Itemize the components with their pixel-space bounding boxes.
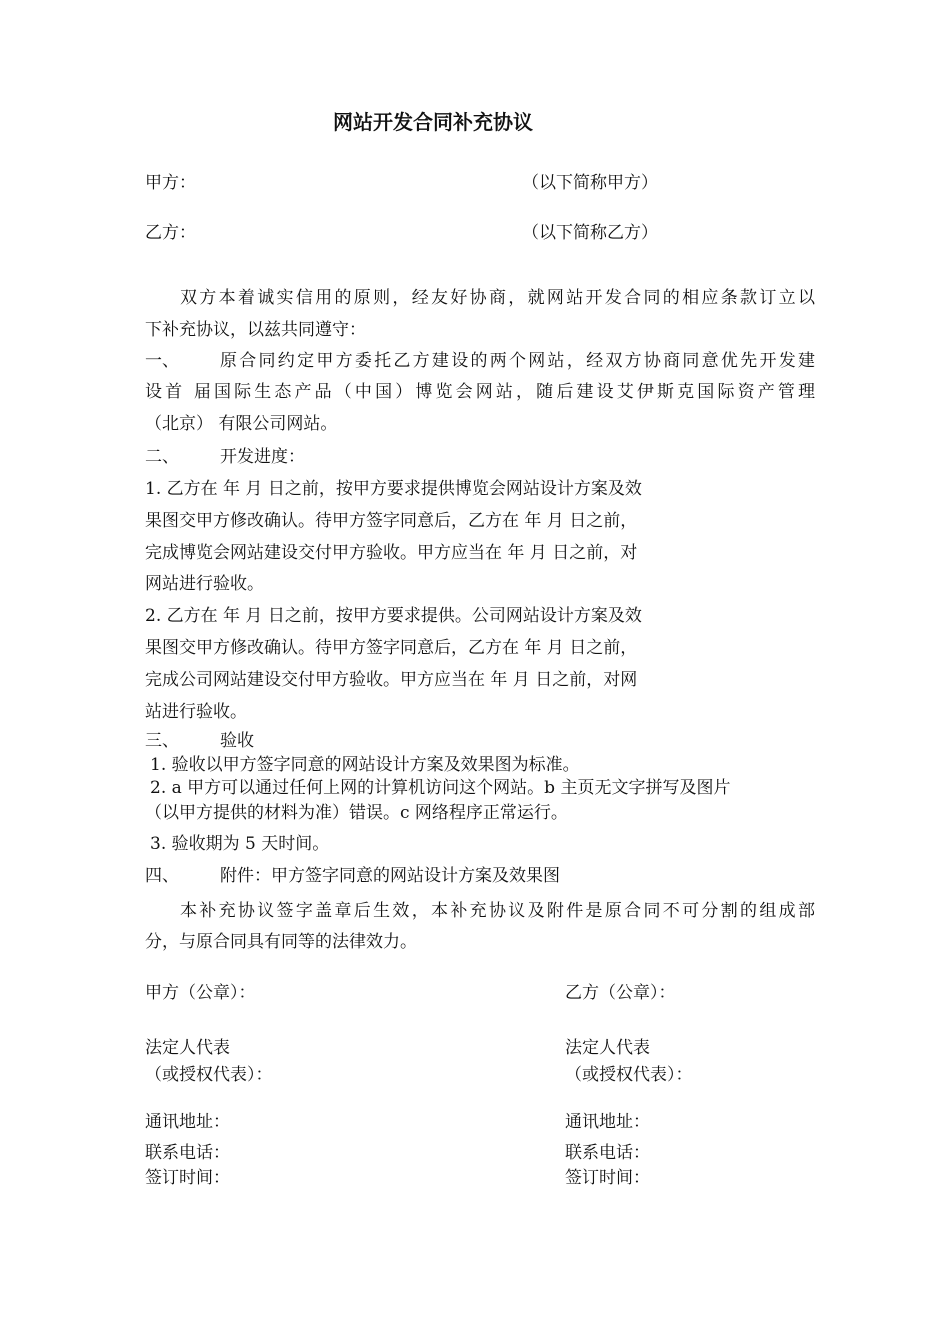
- section-2-item-2-line-2: 果图交甲方修改确认。待甲方签字同意后，乙方在 年 月 日之前，: [145, 638, 638, 658]
- party-b-address-label: 通讯地址：: [565, 1112, 650, 1132]
- party-a-address-label: 通讯地址：: [145, 1112, 230, 1132]
- party-a-authorized-label: （或授权代表）：: [145, 1065, 273, 1085]
- section-1-line-2: 设首 届国际生态产品（中国）博览会网站，随后建设艾伊斯克国际资产管理: [145, 382, 815, 402]
- intro-line-2: 下补充协议，以兹共同遵守：: [145, 320, 366, 340]
- section-2-item-1-line-4: 网站进行验收。: [145, 574, 264, 594]
- party-b-phone-label: 联系电话：: [565, 1143, 650, 1163]
- section-2-item-2-line-1: 2. 乙方在 年 月 日之前，按甲方要求提供。公司网站设计方案及效: [145, 606, 642, 626]
- party-b-representative-label: 法定人代表: [565, 1038, 650, 1058]
- party-a-label: 甲方：: [145, 173, 196, 193]
- section-3-item-2-line-2: （以甲方提供的材料为准）错误。c 网络程序正常运行。: [145, 803, 568, 823]
- section-3-item-3: 3. 验收期为 5 天时间。: [150, 834, 330, 854]
- section-2-item-2-line-4: 站进行验收。: [145, 702, 247, 722]
- section-2-item-1-line-1: 1. 乙方在 年 月 日之前，按甲方要求提供博览会网站设计方案及效: [145, 479, 642, 499]
- party-a-seal-label: 甲方（公章）：: [145, 983, 256, 1003]
- closing-line-2: 分，与原合同具有同等的法律效力。: [145, 932, 417, 952]
- section-2-item-1-line-3: 完成博览会网站建设交付甲方验收。甲方应当在 年 月 日之前，对: [145, 543, 638, 563]
- party-b-label: 乙方：: [145, 223, 196, 243]
- section-3-item-1: 1. 验收以甲方签字同意的网站设计方案及效果图为标准。: [150, 755, 580, 775]
- closing-line-1: 本补充协议签字盖章后生效，本补充协议及附件是原合同不可分割的组成部: [180, 901, 815, 921]
- party-b-authorized-label: （或授权代表）：: [565, 1065, 693, 1085]
- section-3-number: 三、: [145, 731, 179, 751]
- section-4-number: 四、: [145, 866, 179, 886]
- section-1-line-3: （北京） 有限公司网站。: [145, 414, 338, 434]
- section-2-item-2-line-3: 完成公司网站建设交付甲方验收。甲方应当在 年 月 日之前，对网: [145, 670, 638, 690]
- section-4-text: 附件：甲方签字同意的网站设计方案及效果图: [220, 866, 560, 886]
- party-a-phone-label: 联系电话：: [145, 1143, 230, 1163]
- party-b-seal-label: 乙方（公章）：: [565, 983, 676, 1003]
- party-a-representative-label: 法定人代表: [145, 1038, 230, 1058]
- party-a-date-label: 签订时间：: [145, 1168, 230, 1188]
- document-title: 网站开发合同补充协议: [333, 110, 533, 134]
- section-1-line-1: 原合同约定甲方委托乙方建设的两个网站，经双方协商同意优先开发建: [220, 351, 815, 371]
- section-2-heading: 开发进度：: [220, 447, 305, 467]
- section-3-item-2-line-1: 2. a 甲方可以通过任何上网的计算机访问这个网站。b 主页无文字拼写及图片: [150, 778, 731, 798]
- intro-line-1: 双方本着诚实信用的原则，经友好协商，就网站开发合同的相应条款订立以: [180, 288, 815, 308]
- section-2-number: 二、: [145, 447, 179, 467]
- party-b-note: （以下简称乙方）: [522, 223, 658, 243]
- party-a-note: （以下简称甲方）: [522, 173, 658, 193]
- section-3-heading: 验收: [220, 731, 254, 751]
- section-1-number: 一、: [145, 351, 179, 371]
- section-2-item-1-line-2: 果图交甲方修改确认。待甲方签字同意后，乙方在 年 月 日之前，: [145, 511, 638, 531]
- party-b-date-label: 签订时间：: [565, 1168, 650, 1188]
